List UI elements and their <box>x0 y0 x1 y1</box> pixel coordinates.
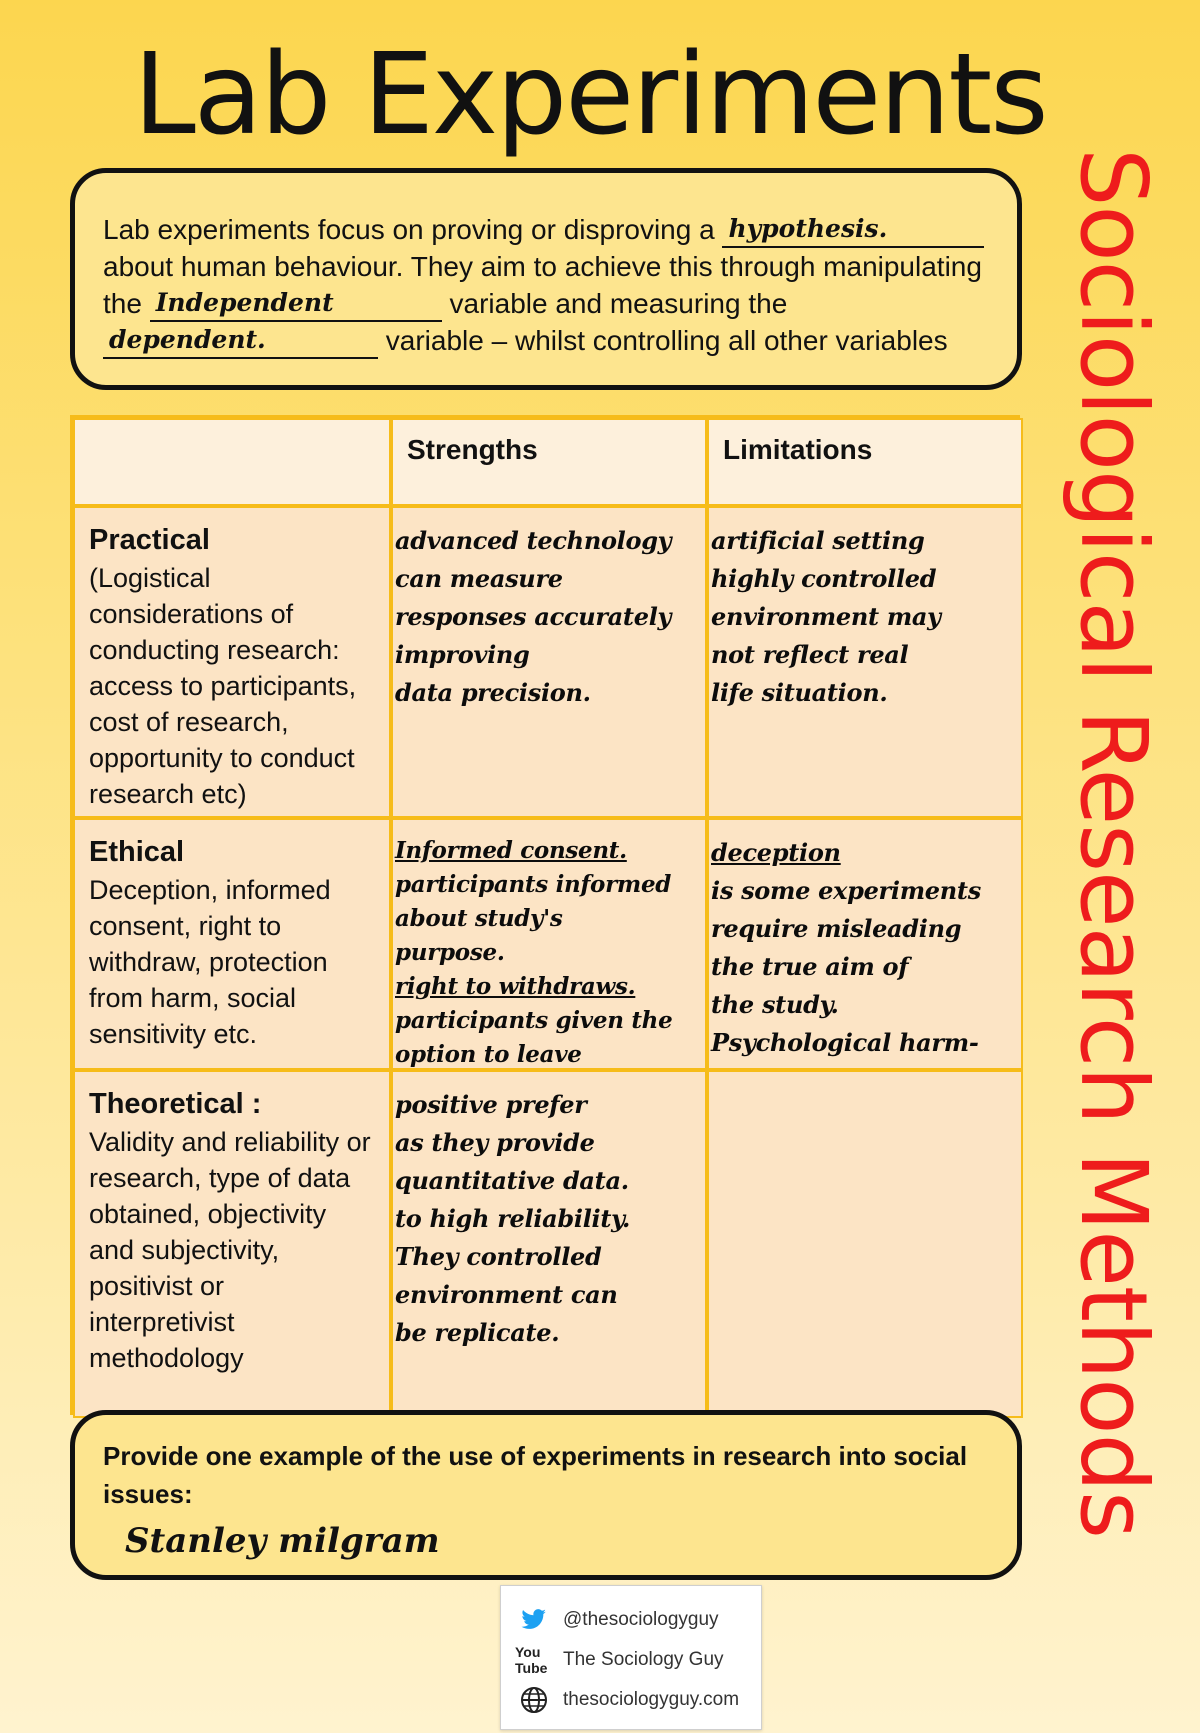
handwritten-line: Informed consent. <box>395 837 627 864</box>
practical-strengths[interactable] <box>391 506 707 818</box>
handwritten-line: positive prefer <box>395 1090 587 1119</box>
handwritten-line: purpose. <box>395 939 505 966</box>
handwritten-line: not reflect real <box>711 640 909 669</box>
handwritten-line: about study's <box>395 905 563 932</box>
handwritten-line: life situation. <box>711 678 888 707</box>
website-url: thesociologyguy.com <box>563 1689 740 1710</box>
handwritten-line: option to leave <box>395 1041 582 1068</box>
handwritten-line: to high reliability. <box>395 1204 631 1233</box>
theoretical-limitations[interactable] <box>707 1070 1023 1418</box>
twitter-row[interactable] <box>515 1600 761 1640</box>
practical-desc: (Logistical considerations of conducting research: access to participants, cost of research, opportunity to conduct research etc) <box>89 563 357 809</box>
header-limitations: Limitations <box>707 418 1023 506</box>
practical-label: Practical <box>89 524 210 556</box>
page-title: Lab Experiments <box>133 30 1047 160</box>
handwritten-line: quantitative data. <box>395 1166 629 1195</box>
handwritten-line: highly controlled <box>711 564 937 593</box>
ethical-label: Ethical <box>89 836 185 868</box>
blank-hypothesis[interactable]: hypothesis. <box>722 214 984 248</box>
youtube-logo-icon: You Tube <box>515 1644 548 1676</box>
intro-text-2: about human behaviour. They aim to achieve this through manipulating the <box>103 251 982 319</box>
handwritten-line: be replicate. <box>395 1318 560 1347</box>
row-label-theoretical <box>73 1070 391 1418</box>
example-box <box>70 1410 1022 1580</box>
youtube-row[interactable] <box>515 1640 761 1680</box>
handwritten-line: environment may <box>711 602 941 631</box>
intro-text-4: variable – whilst controlling all other variables <box>385 325 948 356</box>
handwritten-line: advanced technology <box>395 526 672 555</box>
handwritten-line: Psychological harm- <box>711 1028 979 1057</box>
intro-text-1: Lab experiments focus on proving or disproving a <box>103 214 715 245</box>
evaluation-table <box>70 415 1020 1415</box>
social-card <box>500 1585 762 1730</box>
intro-text-3: variable and measuring the <box>449 288 788 319</box>
handwritten-line: can measure <box>395 564 563 593</box>
handwritten-line: the study. <box>711 990 839 1019</box>
handwritten-line: is some experiments <box>711 876 981 905</box>
theoretical-desc: Validity and reliability or research, type of data obtained, objectivity and subjectivity, positivist or interpretivist methodology <box>89 1127 371 1373</box>
handwritten-line: responses accurately <box>395 602 672 631</box>
handwritten-line: environment can <box>395 1280 618 1309</box>
intro-box <box>70 168 1022 390</box>
handwritten-line: artificial setting <box>711 526 925 555</box>
handwritten-line: improving <box>395 640 530 669</box>
handwritten-line: They controlled <box>395 1242 602 1271</box>
twitter-handle: @thesociologyguy <box>563 1609 719 1630</box>
handwritten-line: as they provide <box>395 1128 595 1157</box>
theoretical-strengths[interactable] <box>391 1070 707 1418</box>
website-row[interactable] <box>515 1680 761 1720</box>
handwritten-line: participants given the <box>395 1007 673 1034</box>
ethical-strengths[interactable] <box>391 818 707 1070</box>
row-label-ethical <box>73 818 391 1070</box>
ethical-desc: Deception, informed consent, right to withdraw, protection from harm, social sensitivity etc. <box>89 875 331 1049</box>
example-question: Provide one example of the use of experiments in research into social issues: <box>103 1441 968 1509</box>
header-empty <box>73 418 391 506</box>
handwritten-line: the true aim of <box>711 952 909 981</box>
handwritten-line: require misleading <box>711 914 962 943</box>
theoretical-label: Theoretical : <box>89 1088 262 1120</box>
header-strengths: Strengths <box>391 418 707 506</box>
blank-independent[interactable]: Independent <box>150 288 442 322</box>
handwritten-line: deception <box>711 838 841 867</box>
side-title: Sociological Research Methods <box>1060 148 1167 1538</box>
globe-icon <box>515 1686 553 1714</box>
handwritten-line: data precision. <box>395 678 591 707</box>
ethical-limitations[interactable] <box>707 818 1023 1070</box>
blank-dependent[interactable]: dependent. <box>103 325 378 359</box>
handwritten-line: right to withdraws. <box>395 973 636 1000</box>
youtube-channel: The Sociology Guy <box>563 1649 724 1670</box>
example-answer[interactable]: Stanley milgram <box>125 1521 440 1561</box>
row-label-practical <box>73 506 391 818</box>
handwritten-line: participants informed <box>395 871 672 898</box>
twitter-bird-icon <box>515 1609 553 1631</box>
practical-limitations[interactable] <box>707 506 1023 818</box>
